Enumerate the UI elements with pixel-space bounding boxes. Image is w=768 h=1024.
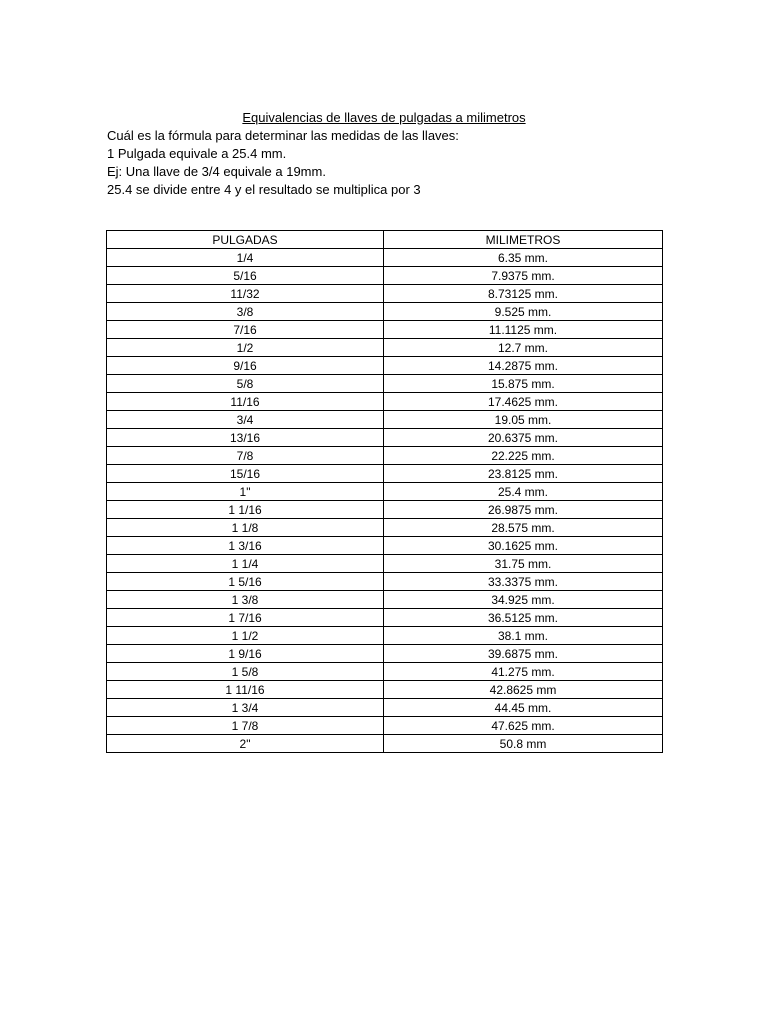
equivalence-table-container	[106, 230, 662, 753]
cell-pulgadas: 1 7/8	[107, 717, 384, 735]
table-row	[107, 645, 663, 663]
cell-pulgadas: 2"	[107, 735, 384, 753]
table-row	[107, 627, 663, 645]
cell-milimetros: 39.6875 mm.	[384, 645, 663, 663]
table-row	[107, 447, 663, 465]
cell-milimetros: 17.4625 mm.	[384, 393, 663, 411]
cell-pulgadas: 1"	[107, 483, 384, 501]
cell-milimetros: 47.625 mm.	[384, 717, 663, 735]
cell-milimetros: 34.925 mm.	[384, 591, 663, 609]
intro-line: Cuál es la fórmula para determinar las medidas de las llaves:	[107, 128, 459, 143]
table-row	[107, 699, 663, 717]
cell-milimetros: 14.2875 mm.	[384, 357, 663, 375]
cell-milimetros: 31.75 mm.	[384, 555, 663, 573]
intro-line: Ej: Una llave de 3/4 equivale a 19mm.	[107, 164, 326, 179]
table-row	[107, 681, 663, 699]
table-header-row	[107, 231, 663, 249]
table-row	[107, 591, 663, 609]
intro-text	[107, 127, 667, 199]
cell-pulgadas: 1 1/4	[107, 555, 384, 573]
table-row	[107, 609, 663, 627]
table-row	[107, 663, 663, 681]
cell-milimetros: 9.525 mm.	[384, 303, 663, 321]
cell-milimetros: 25.4 mm.	[384, 483, 663, 501]
cell-pulgadas: 1/4	[107, 249, 384, 267]
cell-pulgadas: 1 3/16	[107, 537, 384, 555]
table-row	[107, 285, 663, 303]
table-row	[107, 357, 663, 375]
cell-milimetros: 23.8125 mm.	[384, 465, 663, 483]
cell-milimetros: 41.275 mm.	[384, 663, 663, 681]
cell-milimetros: 36.5125 mm.	[384, 609, 663, 627]
cell-pulgadas: 11/32	[107, 285, 384, 303]
table-row	[107, 717, 663, 735]
cell-pulgadas: 3/8	[107, 303, 384, 321]
table-body	[107, 249, 663, 753]
cell-pulgadas: 1 1/16	[107, 501, 384, 519]
cell-milimetros: 22.225 mm.	[384, 447, 663, 465]
cell-pulgadas: 1 5/16	[107, 573, 384, 591]
cell-milimetros: 28.575 mm.	[384, 519, 663, 537]
table-row	[107, 375, 663, 393]
document-title: Equivalencias de llaves de pulgadas a milimetros	[242, 110, 526, 125]
header-pulgadas: PULGADAS	[107, 231, 384, 249]
cell-pulgadas: 1 9/16	[107, 645, 384, 663]
table-row	[107, 573, 663, 591]
cell-milimetros: 50.8 mm	[384, 735, 663, 753]
cell-pulgadas: 1 1/2	[107, 627, 384, 645]
table-row	[107, 555, 663, 573]
cell-pulgadas: 13/16	[107, 429, 384, 447]
cell-milimetros: 8.73125 mm.	[384, 285, 663, 303]
table-row	[107, 537, 663, 555]
cell-milimetros: 42.8625 mm	[384, 681, 663, 699]
cell-pulgadas: 1 11/16	[107, 681, 384, 699]
cell-pulgadas: 15/16	[107, 465, 384, 483]
cell-milimetros: 15.875 mm.	[384, 375, 663, 393]
table-row	[107, 339, 663, 357]
cell-milimetros: 30.1625 mm.	[384, 537, 663, 555]
table-row	[107, 303, 663, 321]
table-row	[107, 519, 663, 537]
cell-pulgadas: 7/16	[107, 321, 384, 339]
table-row	[107, 267, 663, 285]
cell-pulgadas: 7/8	[107, 447, 384, 465]
cell-milimetros: 7.9375 mm.	[384, 267, 663, 285]
table-row	[107, 429, 663, 447]
table-row	[107, 735, 663, 753]
intro-line: 25.4 se divide entre 4 y el resultado se multiplica por 3	[107, 182, 421, 197]
table-row	[107, 249, 663, 267]
cell-pulgadas: 1 7/16	[107, 609, 384, 627]
cell-milimetros: 26.9875 mm.	[384, 501, 663, 519]
equivalence-table	[106, 230, 663, 753]
intro-line: 1 Pulgada equivale a 25.4 mm.	[107, 146, 287, 161]
cell-milimetros: 38.1 mm.	[384, 627, 663, 645]
cell-pulgadas: 5/16	[107, 267, 384, 285]
table-row	[107, 465, 663, 483]
table-row	[107, 321, 663, 339]
cell-milimetros: 44.45 mm.	[384, 699, 663, 717]
cell-pulgadas: 9/16	[107, 357, 384, 375]
table-row	[107, 411, 663, 429]
cell-milimetros: 33.3375 mm.	[384, 573, 663, 591]
cell-pulgadas: 1 3/8	[107, 591, 384, 609]
cell-pulgadas: 11/16	[107, 393, 384, 411]
cell-milimetros: 6.35 mm.	[384, 249, 663, 267]
cell-milimetros: 19.05 mm.	[384, 411, 663, 429]
table-row	[107, 501, 663, 519]
cell-milimetros: 12.7 mm.	[384, 339, 663, 357]
cell-pulgadas: 3/4	[107, 411, 384, 429]
cell-pulgadas: 1 1/8	[107, 519, 384, 537]
table-row	[107, 393, 663, 411]
cell-milimetros: 11.1125 mm.	[384, 321, 663, 339]
cell-pulgadas: 1/2	[107, 339, 384, 357]
cell-pulgadas: 1 3/4	[107, 699, 384, 717]
table-row	[107, 483, 663, 501]
cell-pulgadas: 1 5/8	[107, 663, 384, 681]
cell-pulgadas: 5/8	[107, 375, 384, 393]
header-milimetros: MILIMETROS	[384, 231, 663, 249]
cell-milimetros: 20.6375 mm.	[384, 429, 663, 447]
